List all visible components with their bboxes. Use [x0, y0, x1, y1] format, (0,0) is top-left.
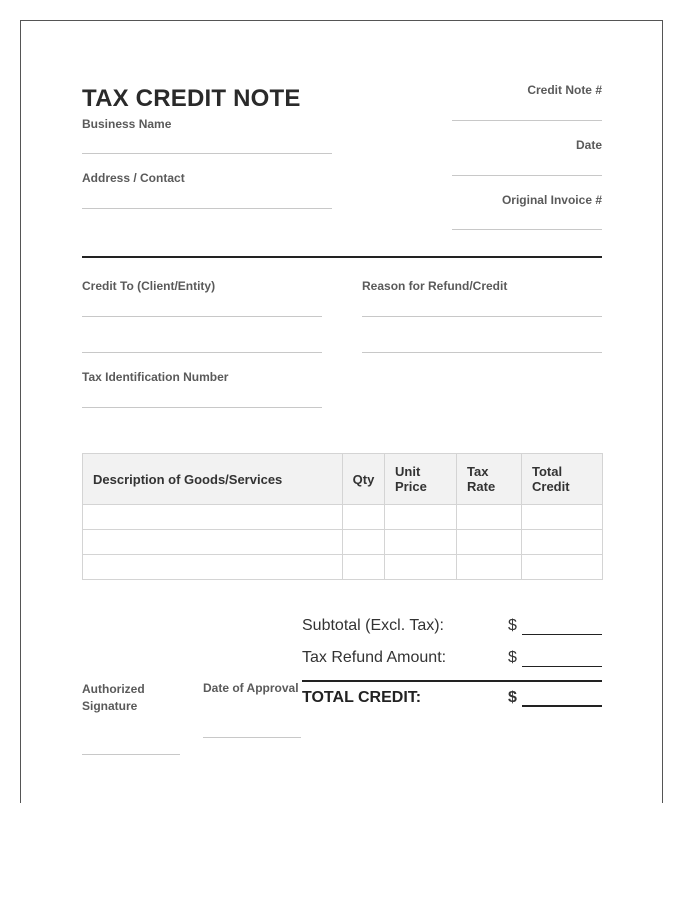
authorized-signature-field[interactable] [82, 754, 180, 755]
table-cell[interactable] [83, 555, 343, 580]
column-header-tax-rate: Tax Rate [457, 454, 522, 505]
date-of-approval-field[interactable] [203, 737, 301, 738]
table-row [83, 530, 603, 555]
credit-note-number-label: Credit Note # [527, 83, 602, 97]
address-label: Address / Contact [82, 171, 185, 185]
table-cell[interactable] [385, 555, 457, 580]
items-table-header [83, 454, 603, 505]
tax-refund-field[interactable] [522, 666, 602, 667]
subtotal-field[interactable] [522, 634, 602, 635]
header-divider [82, 256, 602, 258]
address-field[interactable] [82, 208, 332, 209]
reason-field-line-2[interactable] [362, 352, 602, 353]
reason-label: Reason for Refund/Credit [362, 279, 508, 293]
table-row [83, 555, 603, 580]
tin-field[interactable] [82, 407, 322, 408]
reason-field-line-1[interactable] [362, 316, 602, 317]
table-cell[interactable] [83, 505, 343, 530]
credit-to-field-line-1[interactable] [82, 316, 322, 317]
table-cell[interactable] [343, 530, 385, 555]
total-credit-currency: $ [508, 689, 517, 706]
table-cell[interactable] [343, 555, 385, 580]
table-cell[interactable] [457, 530, 522, 555]
date-of-approval-label: Date of Approval [203, 681, 299, 695]
date-field[interactable] [452, 175, 602, 176]
summary-divider [302, 680, 602, 682]
table-cell[interactable] [457, 505, 522, 530]
total-credit-label: TOTAL CREDIT: [302, 689, 422, 706]
business-name-label: Business Name [82, 117, 172, 131]
table-cell[interactable] [522, 555, 603, 580]
table-cell[interactable] [385, 505, 457, 530]
original-invoice-field[interactable] [452, 229, 602, 230]
document-title: TAX CREDIT NOTE [82, 85, 301, 112]
tax-refund-label: Tax Refund Amount: [302, 649, 447, 666]
table-cell[interactable] [83, 530, 343, 555]
table-cell[interactable] [522, 530, 603, 555]
items-table [82, 453, 603, 580]
subtotal-label: Subtotal (Excl. Tax): [302, 617, 444, 634]
credit-to-label: Credit To (Client/Entity) [82, 279, 216, 293]
subtotal-currency: $ [508, 617, 517, 634]
column-header-qty: Qty [343, 454, 385, 505]
table-cell[interactable] [522, 505, 603, 530]
authorized-signature-label: Authorized Signature [82, 682, 145, 713]
date-label: Date [575, 138, 602, 152]
table-row [83, 505, 603, 530]
table-cell[interactable] [343, 505, 385, 530]
column-header-unit-price: Unit Price [385, 454, 457, 505]
tax-refund-currency: $ [508, 649, 517, 666]
total-credit-field[interactable] [522, 705, 602, 707]
credit-note-page [20, 20, 663, 803]
column-header-total-credit: Total Credit [522, 454, 603, 505]
column-header-description: Description of Goods/Services [83, 454, 343, 505]
table-cell[interactable] [457, 555, 522, 580]
credit-note-number-field[interactable] [452, 120, 602, 121]
business-name-field[interactable] [82, 153, 332, 154]
table-cell[interactable] [385, 530, 457, 555]
original-invoice-label: Original Invoice # [501, 193, 602, 207]
tin-label: Tax Identification Number [82, 370, 229, 384]
credit-to-field-line-2[interactable] [82, 352, 322, 353]
